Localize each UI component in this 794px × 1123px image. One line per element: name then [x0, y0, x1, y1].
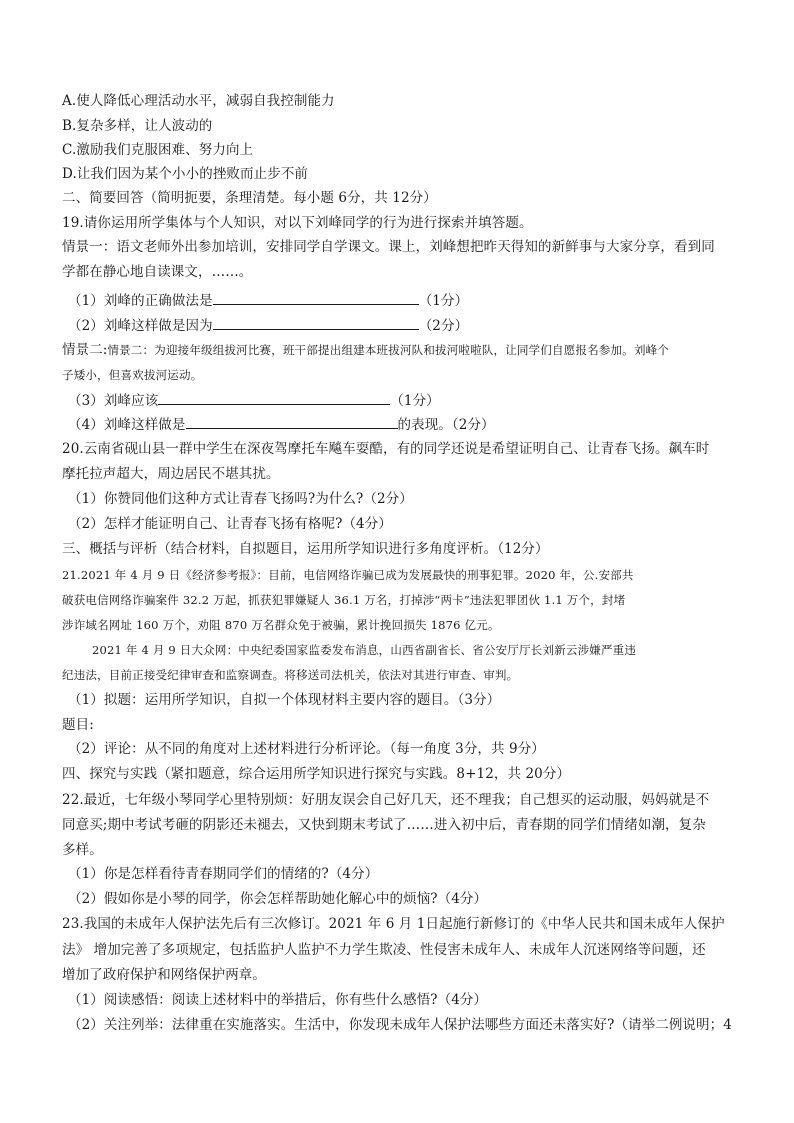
q19-sub-4 [68, 414, 495, 434]
option-b: B.复杂多样，让人波动的 [62, 118, 213, 134]
q19-sub-3-score: （1分） [390, 393, 440, 409]
q20-sub-2: （2）怎样才能证明自己、让青春飞扬有格呢?（4分） [68, 516, 392, 532]
q19-sub-4-text: （4）刘峰这样做是 [68, 417, 186, 433]
q19-scenario-2-text: 情景二：为迎接年级组拔河比赛，班干部提出组建本班拔河队和拔河啦啦队，让同学们自愿报名参加。刘峰个 [107, 343, 670, 357]
question-22-line-3: 多样。 [62, 842, 103, 858]
q21-material-1-line-3: 涉诈域名网址 160 万个，劝阻 870 万名群众免于被骗，累计挽回损失 1876 亿元。 [62, 618, 500, 632]
option-d: D.让我们因为某个小小的挫败而止步不前 [62, 166, 309, 182]
answer-blank [186, 414, 398, 429]
answer-blank [158, 390, 390, 405]
question-22-line-1: 22.最近，七年级小琴同学心里特别烦：好朋友误会自己好几天，还不理我；自己想买的运动服，妈妈就是不 [62, 792, 710, 808]
q19-scenario-2-line-1: 情景二:情景二：为迎接年级组拔河比赛，班干部提出组建本班拔河队和拔河啦啦队，让同学们自愿报名参加。刘峰个 [62, 342, 670, 358]
question-23-line-1: 23.我国的未成年人保护法先后有三次修订。2021 年 6 月 1日起施行新修订的《中华人民共和国未成年人保护 [62, 916, 725, 932]
section-3-heading: 三、概括与评析（结合材料，自拟题目，运用所学知识进行多角度评析。（12分） [62, 541, 549, 557]
q19-sub-1-score: （1分） [418, 293, 469, 309]
q22-sub-2: （2）假如你是小琴的同学，你会怎样帮助她化解心中的烦恼?（4分） [68, 891, 488, 907]
q19-sub-1-text: （1）刘峰的正确做法是 [68, 293, 213, 309]
q19-sub-3-text: （3）刘峰应该 [68, 393, 159, 409]
q21-material-2-line-1: 2021 年 4 月 9 日大众网：中央纪委国家监委发布消息，山西省副省长、省公安厅厅长刘新云涉嫌严重违 [92, 643, 637, 657]
q23-sub-1: （1）阅读感悟：阅读上述材料中的举措后，你有些什么感悟?（4分） [68, 992, 488, 1008]
q19-sub-2-text: （2）刘峰这样做是因为 [68, 318, 213, 334]
answer-blank [213, 290, 419, 305]
option-c: C.激励我们克服困难、努力向上 [62, 142, 254, 158]
answer-blank [213, 315, 419, 330]
q19-sub-2 [68, 315, 468, 335]
q21-sub-2: （2）评论：从不同的角度对上述材料进行分析评论。（每一角度 3分，共 9分） [68, 741, 545, 757]
q19-scenario-2-line-2: 子矮小，但喜欢拔河运动。 [62, 368, 203, 382]
q21-title-prompt: 题目: [62, 717, 94, 733]
section-2-heading: 二、简要回答（简明扼要，条理清楚。每小题 6分，共 12分） [62, 190, 437, 206]
question-22-line-2: 同意买;期中考试考砸的阴影还未褪去，又快到期末考试了……进入初中后，青春期的同学们情绪如潮，复杂 [62, 817, 706, 833]
q21-material-2-line-2: 纪违法，目前正接受纪律审查和监察调查。将移送司法机关，依法对其进行审查、审判。 [62, 668, 519, 682]
question-23-line-2: 法》 增加完善了多项规定，包括监护人监护不力学生欺凌、性侵害未成年人、未成年人沉迷网络等问题，还 [62, 942, 706, 958]
q19-sub-3 [68, 390, 440, 410]
q19-scenario-1-line-1: 情景一：语文老师外出参加培训，安排同学自学课文。课上，刘峰想把昨天得知的新鲜事与大家分享，看到同 [62, 239, 715, 255]
question-20-line-1: 20.云南省砚山县一群中学生在深夜驾摩托车飚车耍酷，有的同学还说是希望证明自己、让青春飞扬。飙车时 [62, 441, 710, 457]
q19-sub-2-score: （2分） [418, 318, 469, 334]
q19-sub-4-score: 的表现。（2分） [397, 417, 495, 433]
section-4-heading: 四、探究与实践（紧扣题意，综合运用所学知识进行探究与实践。8+12，共 20分） [62, 766, 571, 782]
q19-scenario-1-line-2: 学都在静心地自读课文，……。 [62, 264, 253, 280]
question-23-line-3: 增加了政府保护和网络保护两章。 [62, 967, 266, 983]
question-19-stem: 19.请你运用所学集体与个人知识，对以下刘峰同学的行为进行探索并填答题。 [62, 215, 533, 231]
q21-material-1-line-2: 破获电信网络诈骗案件 32.2 万起，抓获犯罪嫌疑人 36.1 万名，打掉涉“两卡”违法犯罪团伙 1.1 万个，封堵 [62, 593, 626, 607]
question-20-line-2: 摩托拉声超大，周边居民不堪其扰。 [62, 466, 280, 482]
q21-sub-1: （1）拟题：运用所学知识，自拟一个体现材料主要内容的题目。（3分） [68, 692, 501, 708]
q21-material-1-line-1: 21.2021 年 4 月 9 日《经济参考报》：目前，电信网络诈骗已成为发展最快的刑事犯罪。2020 年，公.安部共 [62, 568, 634, 582]
q19-sub-1 [68, 290, 468, 310]
option-a: A.使人降低心理活动水平，减弱自我控制能力 [62, 93, 335, 109]
q22-sub-1: （1）你是怎样看待青春期同学们的情绪的?（4分） [68, 866, 379, 882]
q20-sub-1: （1）你赞同他们这种方式让青春飞扬吗?为什么?（2分） [68, 491, 413, 507]
q23-sub-2: （2）关注列举：法律重在实施落实。生活中，你发现未成年人保护法哪些方面还未落实好?（请举二例说明；4 [68, 1017, 732, 1033]
